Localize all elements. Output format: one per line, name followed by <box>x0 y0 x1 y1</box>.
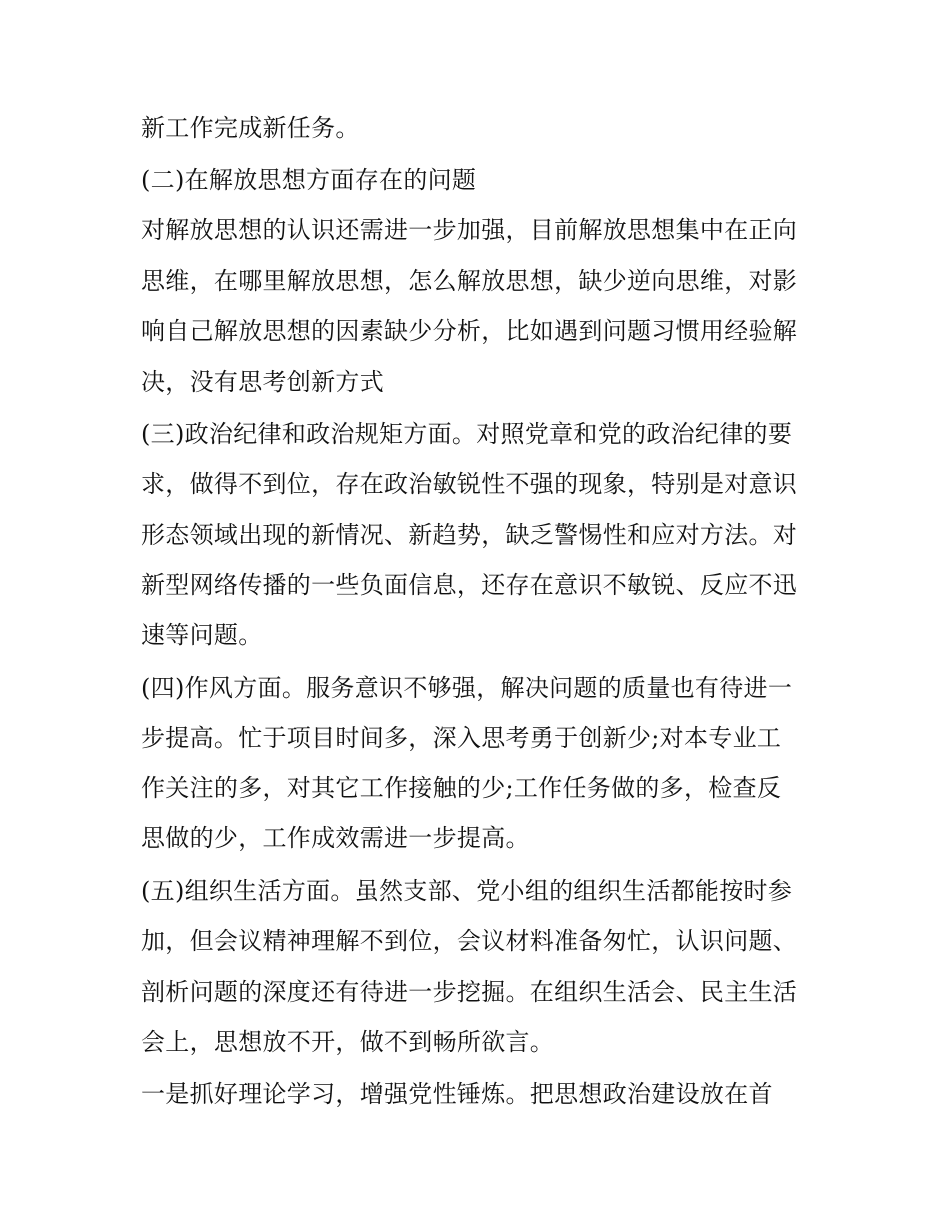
text-line: 求，做得不到位，存在政治敏锐性不强的现象，特别是对意识 <box>141 470 798 498</box>
text-line: 决，没有思考创新方式 <box>141 368 384 396</box>
text-line: 作关注的多，对其它工作接触的少;工作任务做的多，检查反 <box>141 774 782 802</box>
text-line: 新工作完成新任务。 <box>141 114 360 142</box>
section-heading-5: (五)组织生活方面。虽然支部、党小组的组织生活都能按时参 <box>141 877 793 905</box>
section-heading-3: (三)政治纪律和政治规矩方面。对照党章和党的政治纪律的要 <box>141 420 793 448</box>
text-line: 思做的少，工作成效需进一步提高。 <box>141 824 530 852</box>
section-heading-4: (四)作风方面。服务意识不够强，解决问题的质量也有待进一 <box>141 674 793 702</box>
text-line: 响自己解放思想的因素缺少分析，比如遇到问题习惯用经验解 <box>141 317 798 345</box>
text-line: 会上，思想放不开，做不到畅所欲言。 <box>141 1028 555 1056</box>
text-line: 思维，在哪里解放思想，怎么解放思想，缺少逆向思维，对影 <box>141 267 798 295</box>
text-line: 加，但会议精神理解不到位，会议材料准备匆忙，认识问题、 <box>141 927 798 955</box>
text-line: 速等问题。 <box>141 621 263 649</box>
text-line: 一是抓好理论学习，增强党性锤炼。把思想政治建设放在首 <box>141 1080 773 1108</box>
text-line: 步提高。忙于项目时间多，深入思考勇于创新少;对本专业工 <box>141 724 782 752</box>
text-line: 新型网络传播的一些负面信息，还存在意识不敏锐、反应不迅 <box>141 571 798 599</box>
text-line: 形态领域出现的新情况、新趋势，缺乏警惕性和应对方法。对 <box>141 521 798 549</box>
text-line: 剖析问题的深度还有待进一步挖掘。在组织生活会、民主生活 <box>141 978 798 1006</box>
section-heading-2: (二)在解放思想方面存在的问题 <box>141 166 477 194</box>
text-line: 对解放思想的认识还需进一步加强，目前解放思想集中在正向 <box>141 216 798 244</box>
